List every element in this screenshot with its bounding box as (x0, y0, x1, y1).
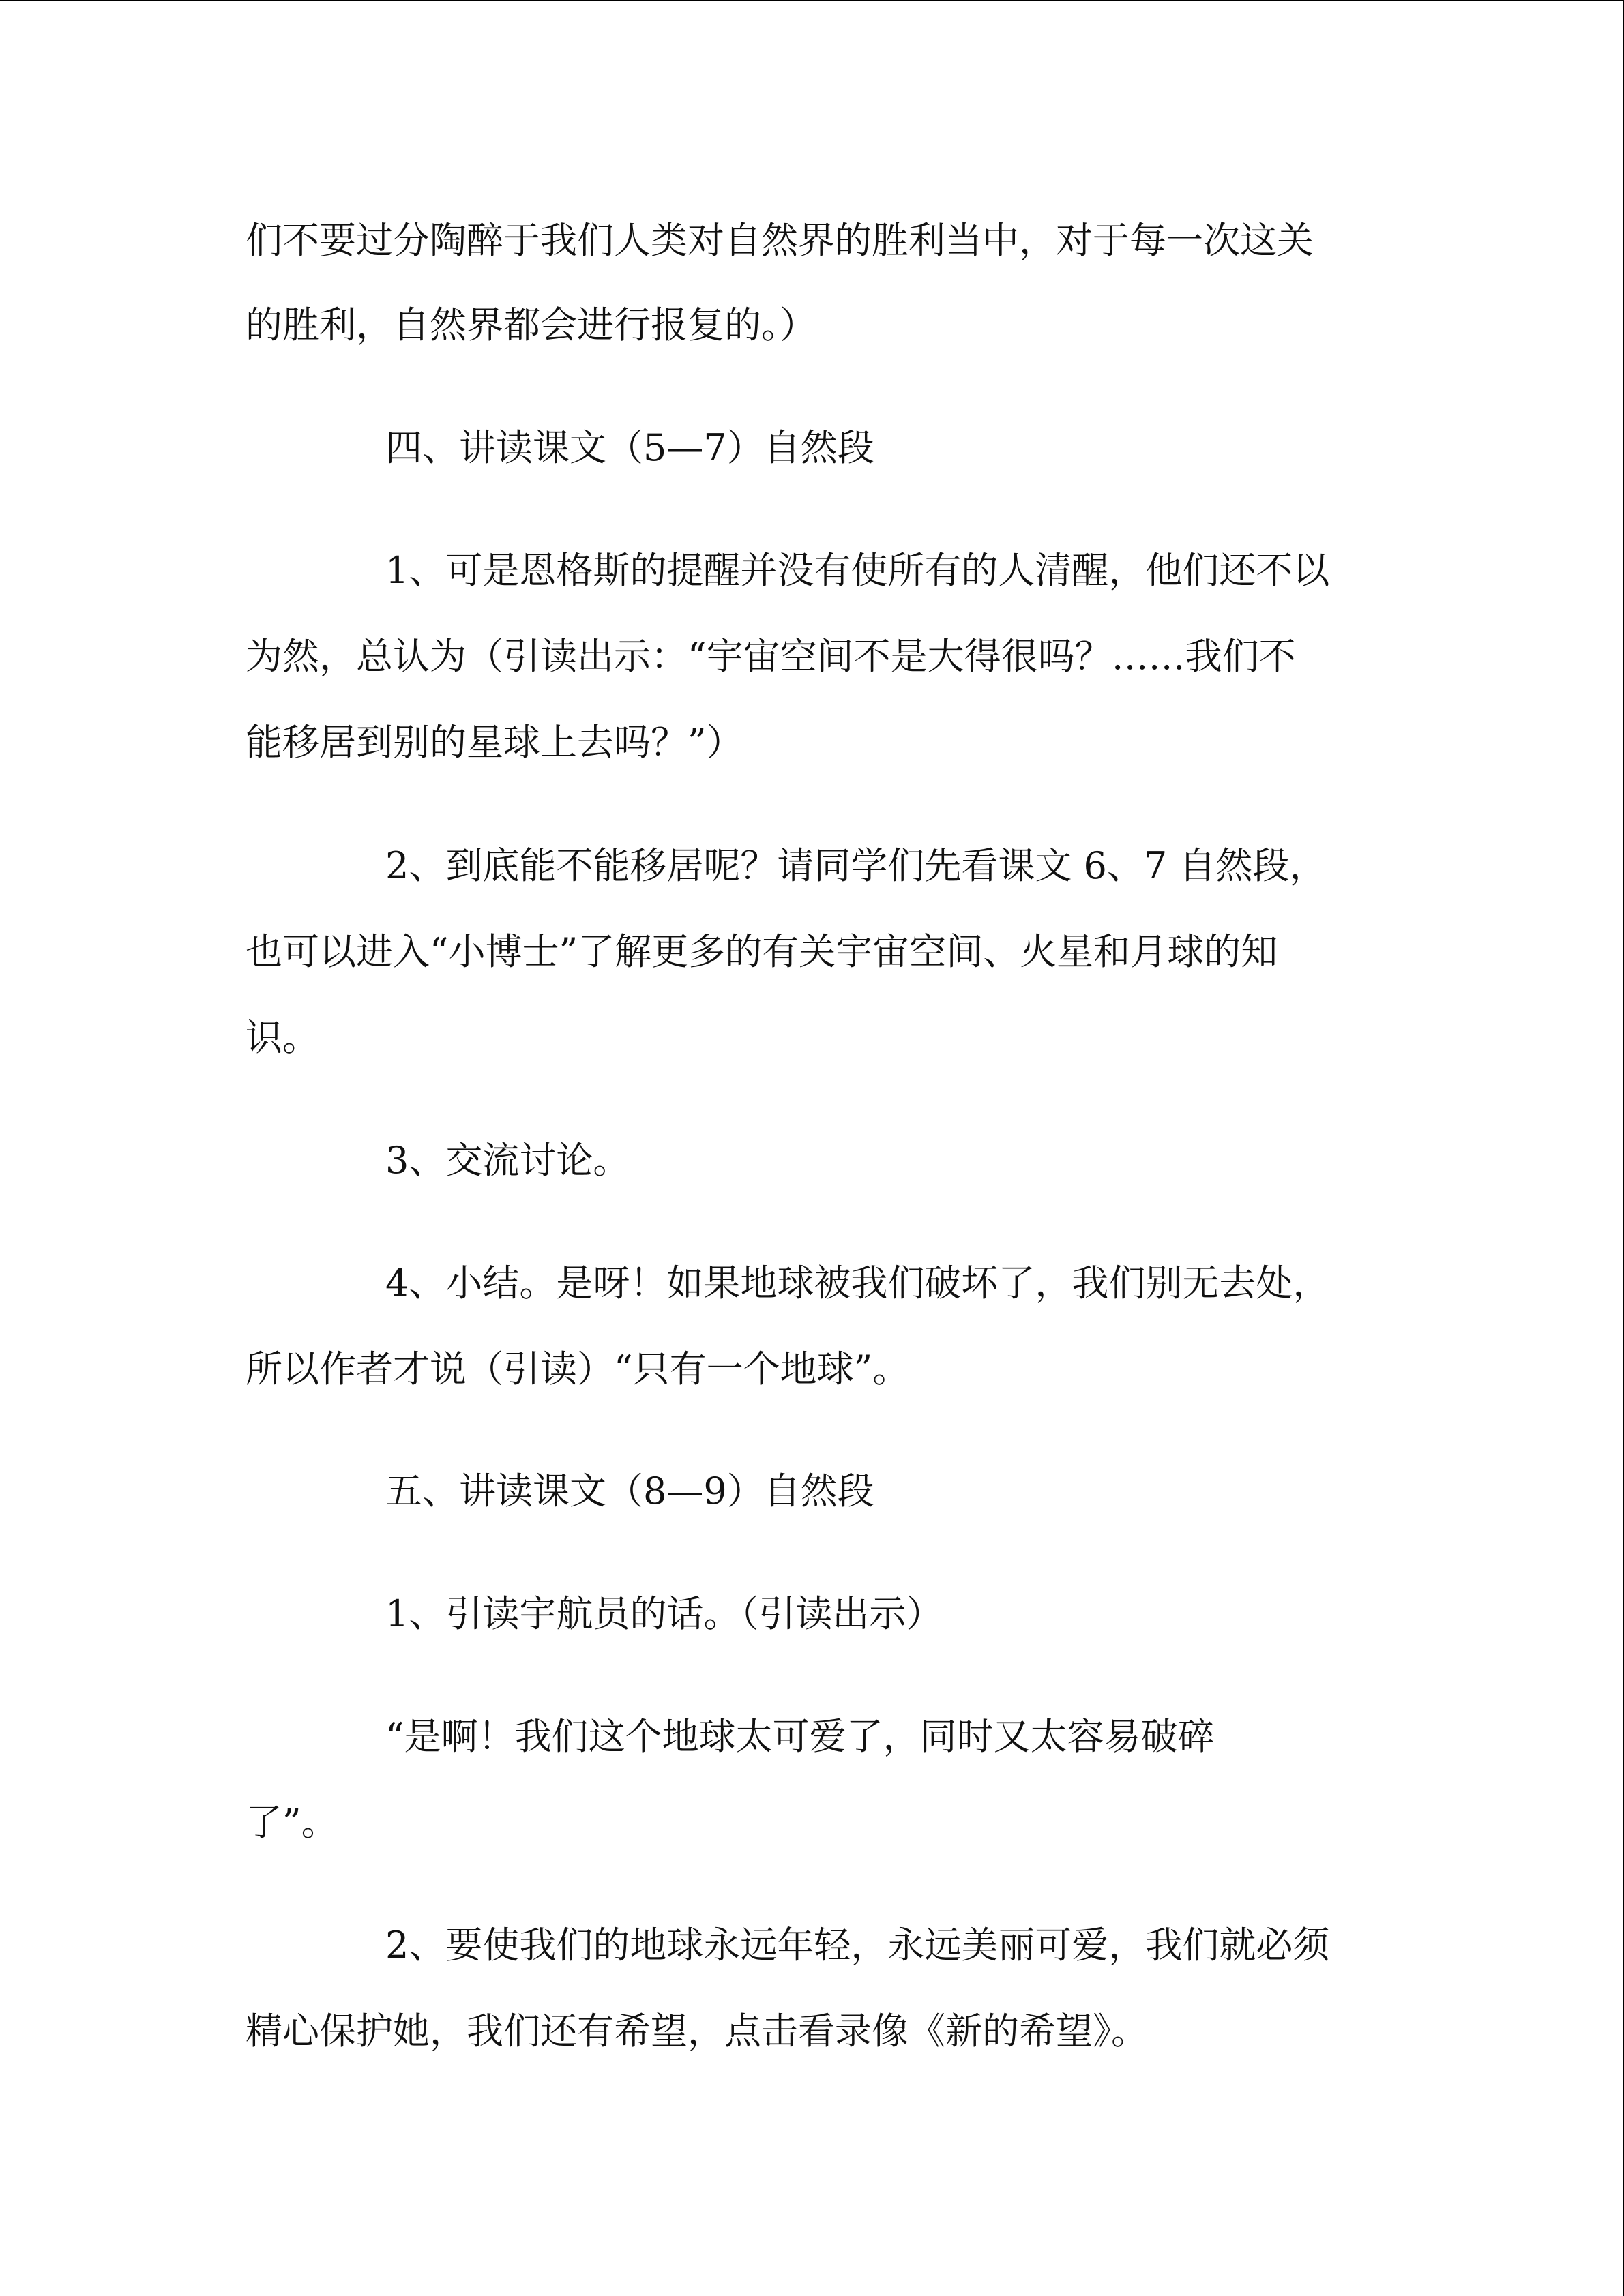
text-line: 的胜利，自然界都会进行报复的。） (246, 303, 816, 346)
text-line: 4、小结。是呀！如果地球被我们破坏了，我们别无去处， (385, 1262, 1330, 1304)
text-line: 识。 (246, 1016, 319, 1059)
text-line: 精心保护她，我们还有希望，点击看录像《新的希望》。 (246, 2010, 1148, 2053)
text-line: 2、到底能不能移居呢？请同学们先看课文 6、7 自然段， (385, 844, 1327, 887)
text-line: 也可以进入“小博士”了解更多的有关宇宙空间、火星和月球的知 (246, 930, 1278, 973)
text-line: 1、引读宇航员的话。（引读出示） (385, 1592, 943, 1635)
section-heading: 四、讲读课文（5—7）自然段 (385, 426, 874, 469)
text-line: 3、交流讨论。 (385, 1139, 630, 1182)
quote-line: 了”。 (246, 1801, 338, 1844)
text-line: 所以作者才说（引读）“只有一个地球”。 (246, 1347, 910, 1390)
section-heading: 五、讲读课文（8—9）自然段 (385, 1470, 874, 1512)
quote-line: “是啊！我们这个地球太可爱了，同时又太容易破碎 (385, 1715, 1215, 1758)
text-line: 们不要过分陶醉于我们人类对自然界的胜利当中，对于每一次这关 (246, 219, 1314, 262)
text-line: 能移居到别的星球上去吗？”） (246, 721, 743, 764)
text-line: 2、要使我们的地球永远年轻，永远美丽可爱，我们就必须 (385, 1924, 1330, 1967)
text-line: 1、可是恩格斯的提醒并没有使所有的人清醒，他们还不以 (385, 549, 1330, 592)
text-line: 为然，总认为（引读出示：“宇宙空间不是大得很吗？……我们不 (246, 635, 1296, 678)
